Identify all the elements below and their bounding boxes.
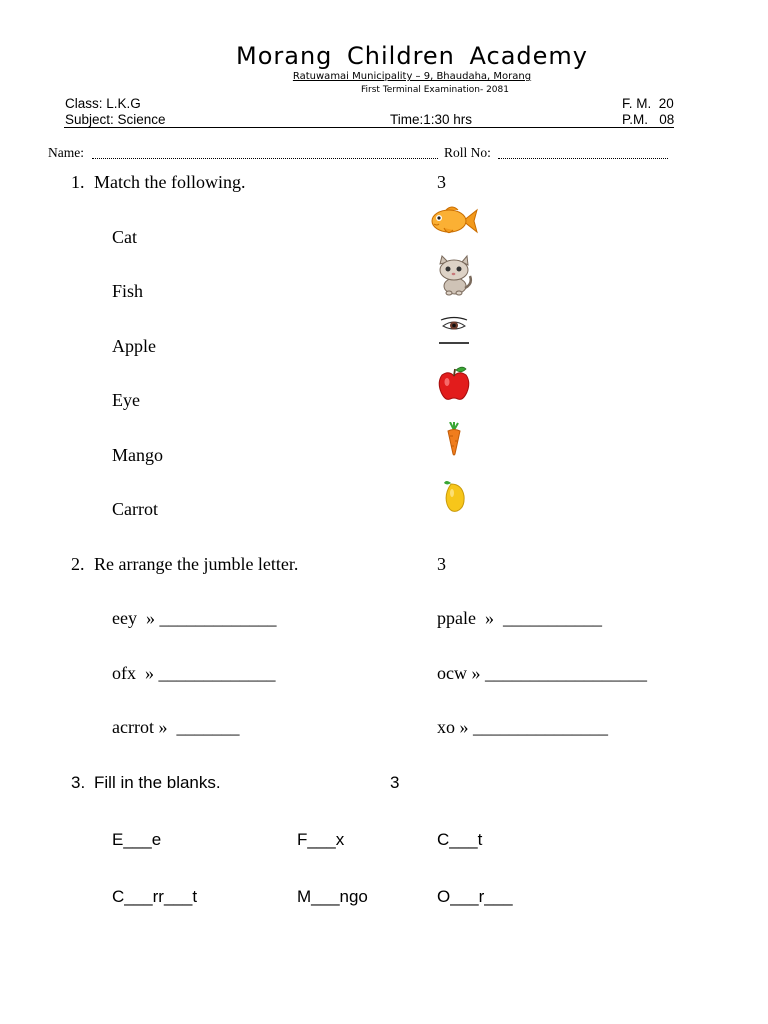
fill-blank-item: C___t [437,830,483,849]
exam-title: First Terminal Examination- 2081 [361,85,509,95]
jumble-item: xo » _______________ [437,717,608,737]
fill-blank-item: C___rr___t [112,887,198,906]
mango-icon [442,478,468,514]
pass-marks: P.M. 08 [622,112,675,127]
roll-label: Roll No: [444,145,491,160]
name-label: Name: [48,145,84,160]
match-word: Fish [112,281,144,301]
q1-title: Match the following. [94,172,246,192]
jumble-item: acrrot » _______ [112,717,240,737]
full-marks: F. M. 20 [622,96,674,111]
jumble-item: eey » _____________ [112,608,277,628]
fill-blank-item: M___ngo [297,887,368,906]
carrot-icon [444,422,464,456]
match-word: Mango [112,445,163,465]
q2-number: 2. [71,554,85,574]
fill-blank-item: E___e [112,830,162,849]
q3-title: Fill in the blanks. [94,773,221,792]
q2-title: Re arrange the jumble letter. [94,554,299,574]
fill-blank-item: F___x [297,830,345,849]
class-label: Class: L.K.G [65,96,141,111]
roll-field[interactable] [498,158,668,159]
jumble-item: ppale » ___________ [437,608,602,628]
eye-icon [436,316,472,346]
subject-label: Subject: Science [65,112,166,127]
jumble-item: ofx » _____________ [112,663,276,683]
school-address: Ratuwamai Municipality – 9, Bhaudaha, Morang [292,71,532,82]
school-name: Morang Children Academy [235,42,588,70]
q1-marks: 3 [437,172,446,192]
time-label: Time:1:30 hrs [390,112,473,127]
match-word: Carrot [112,499,158,519]
fill-blank-item: O___r___ [437,887,513,906]
match-word: Eye [112,390,140,410]
q3-number: 3. [71,773,86,792]
jumble-item: ocw » __________________ [437,663,647,683]
q1-number: 1. [71,172,85,192]
match-word: Apple [112,336,156,356]
match-word: Cat [112,227,137,247]
name-field[interactable] [92,158,438,159]
fish-icon [430,204,480,238]
cat-icon [434,254,474,296]
apple-icon [437,366,471,402]
q2-marks: 3 [437,554,446,574]
info-divider [64,127,674,128]
q3-marks: 3 [390,773,400,792]
